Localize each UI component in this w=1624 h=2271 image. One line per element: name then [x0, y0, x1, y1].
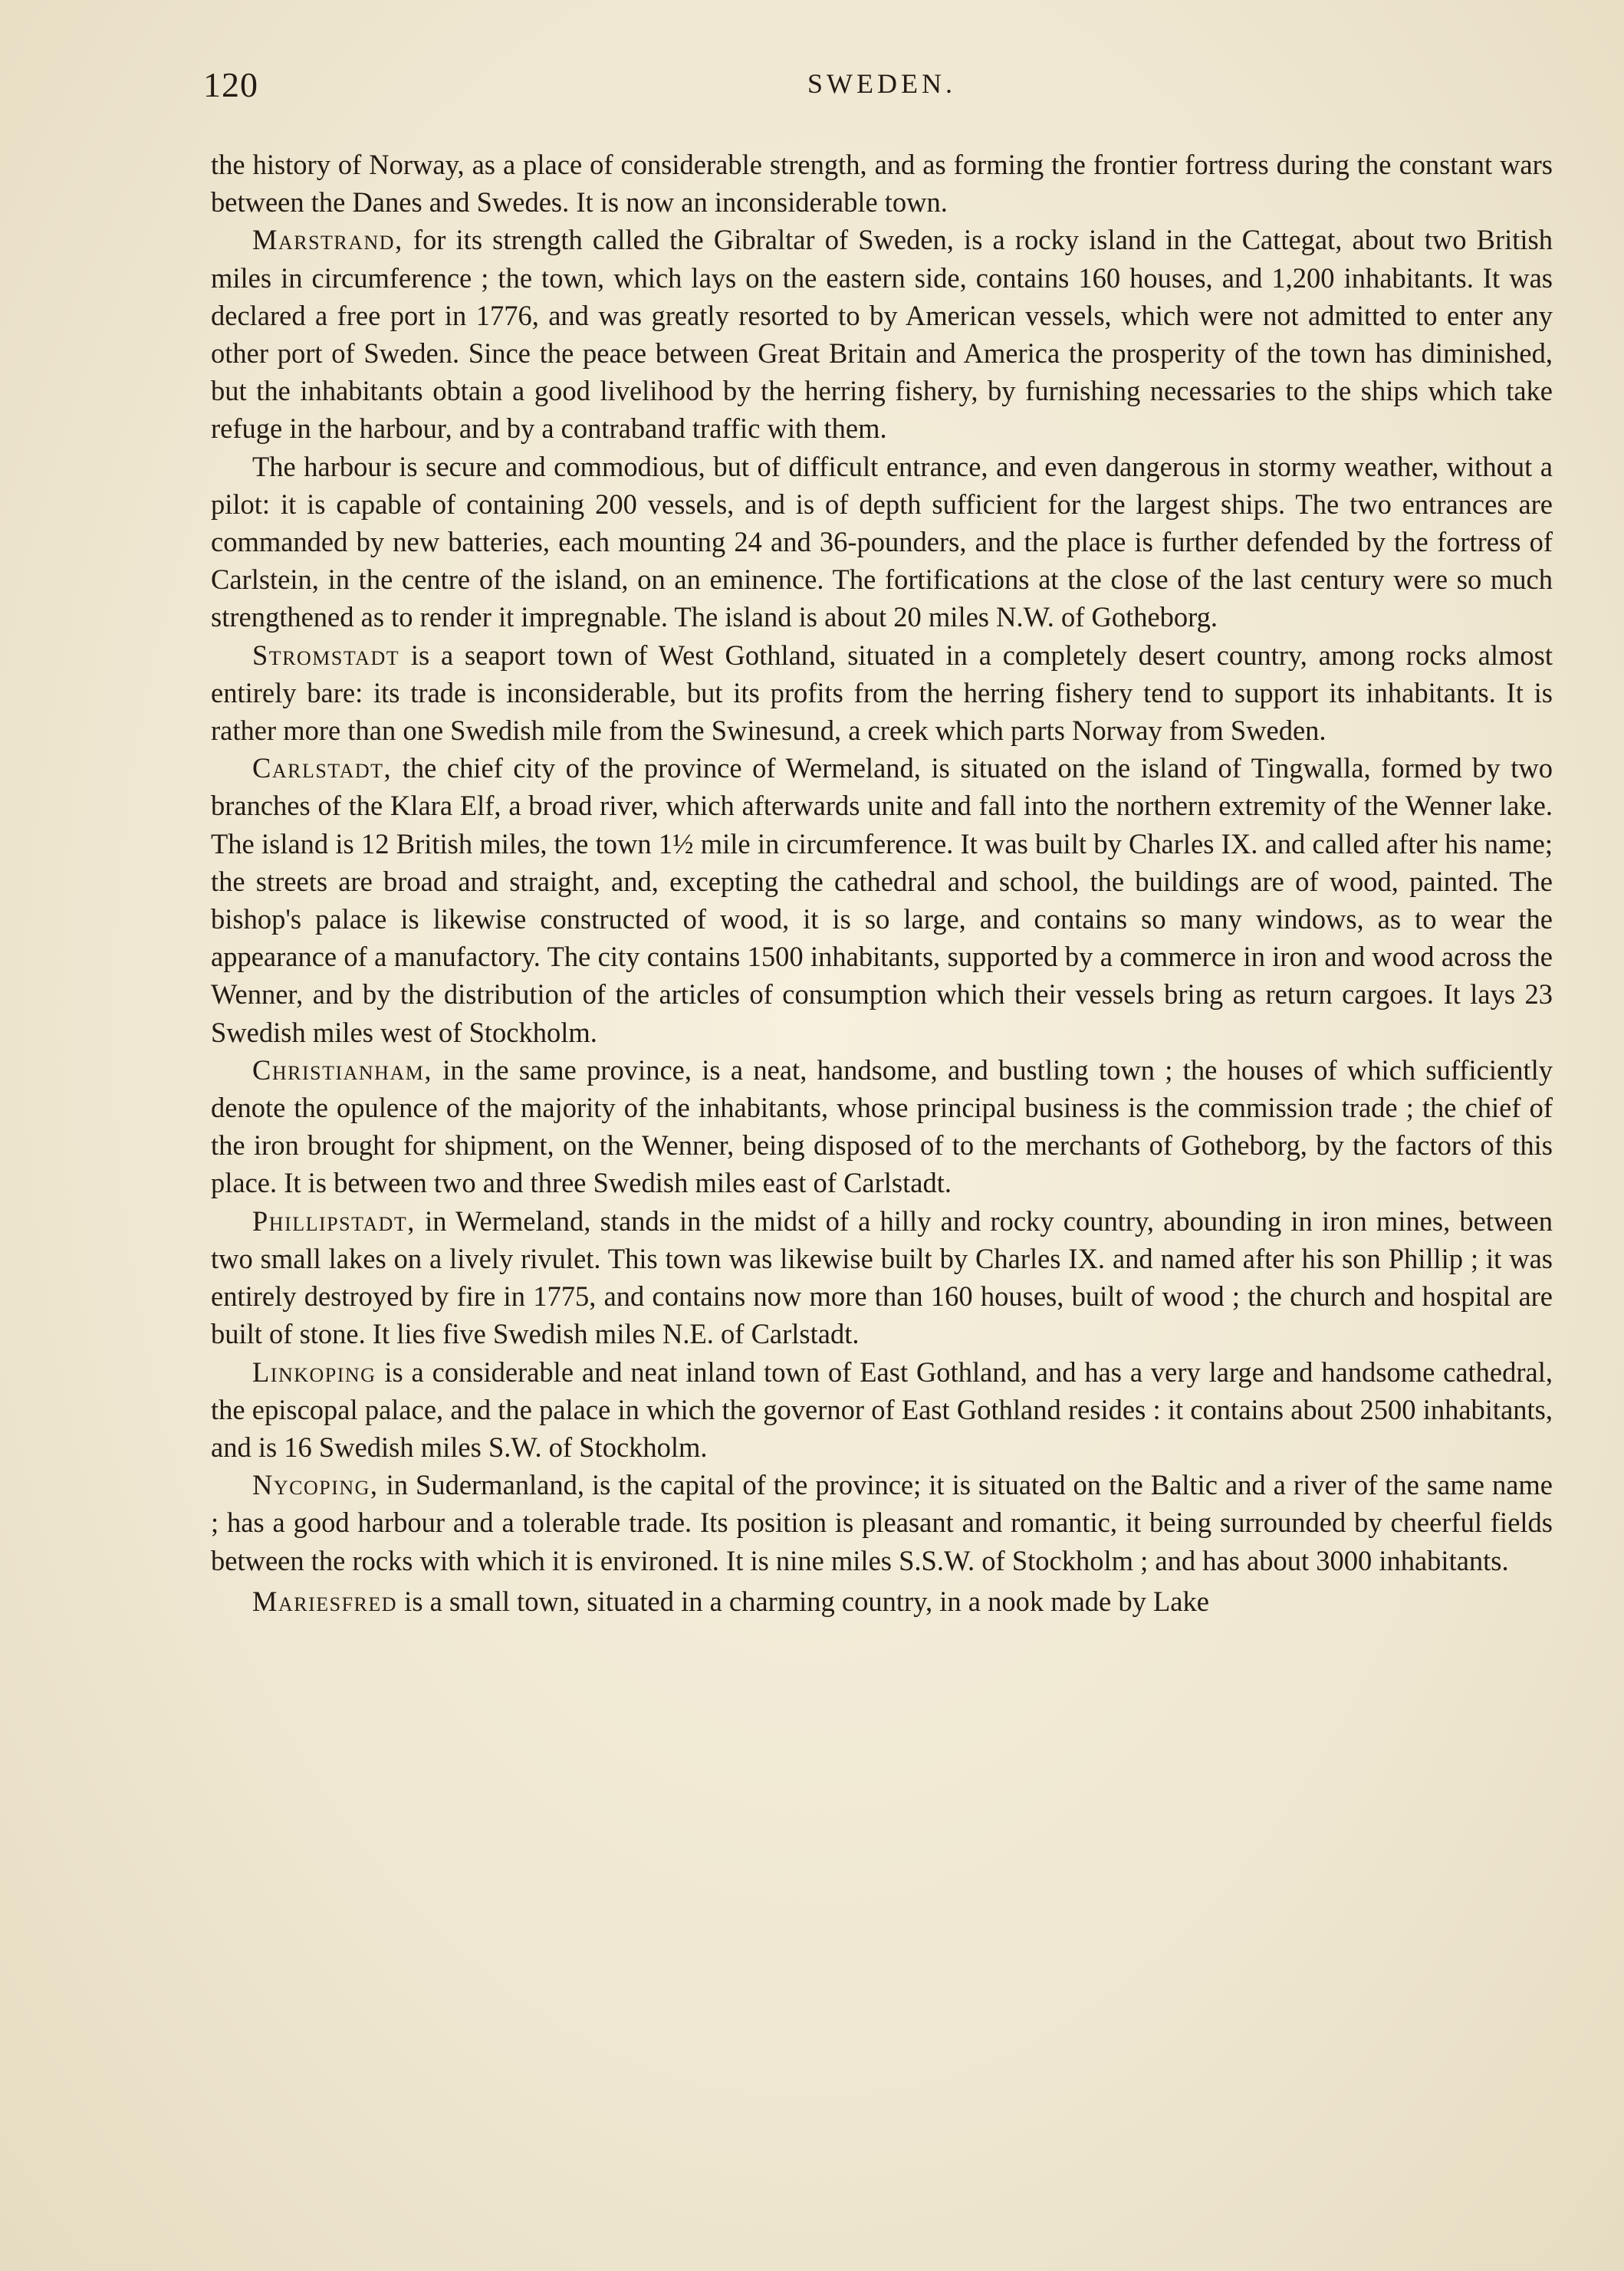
entry-heading-nycoping: Nycoping,	[252, 1469, 379, 1501]
paragraph-linkoping	[211, 1353, 1553, 1467]
entry-heading-linkoping: Linkoping	[252, 1356, 376, 1388]
paragraph-phillipstadt	[211, 1202, 1553, 1353]
running-head	[203, 64, 1560, 110]
entry-heading-stromstadt: Stromstadt	[252, 639, 400, 671]
paragraph-text: is a small town, situated in a charming country, in a nook made by Lake	[397, 1585, 1209, 1617]
paragraph-text: in Sudermanland, is the capital of the province; it is situated on the Baltic and a river of the same name ; has a good harbour and a tolerable trade. Its position is pleasant and romantic, it being surrounded by cheerful fields between the rocks with which it is environed. It is nine miles S.S.W. of Stockholm ; and has about 3000 inhabitants.	[211, 1469, 1553, 1576]
body-text	[211, 146, 1553, 1620]
paragraph-marstrand	[211, 221, 1553, 447]
paragraph-carlstadt	[211, 749, 1553, 1051]
paragraph-text: is a considerable and neat inland town of East Gothland, and has a very large and handsome cathedral, the episcopal palace, and the palace in which the governor of East Gothland resides : it contains about 2500 inhabitants, and is 16 Swedish miles S.W. of Stockholm.	[211, 1356, 1553, 1463]
entry-heading-phillipstadt: Phillipstadt,	[252, 1205, 416, 1237]
paragraph-mariesfred	[211, 1582, 1553, 1620]
entry-heading-mariesfred: Mariesfred	[252, 1585, 398, 1617]
paragraph-text: in Wermeland, stands in the midst of a hilly and rocky country, abounding in iron mines, between two small lakes on a lively rivulet. This town was likewise built by Charles IX. and named after his son Phillip ; it was entirely destroyed by fire in 1775, and contains now more than 160 houses, built of wood ; the church and hospital are built of stone. It lies five Swedish miles N.E. of Carlstadt.	[211, 1205, 1553, 1350]
running-title: SWEDEN.	[807, 68, 956, 99]
paragraph-text: in the same province, is a neat, handsome, and bustling town ; the houses of which sufficiently denote the opulence of the majority of the inhabitants, whose principal business is the commission trade ; the chief of the iron brought for shipment, on the Wenner, being disposed of to the merchants of Gotheborg, by the factors of this place. It is between two and three Swedish miles east of Carlstadt.	[211, 1053, 1553, 1199]
paragraph-text: is a seaport town of West Gothland, situated in a completely desert country, among rocks almost entirely bare: its trade is inconsiderable, but its profits from the herring fishery tend to support its inhabitants. It is rather more than one Swedish mile from the Swinesund, a creek which parts Norway from Sweden.	[211, 639, 1553, 747]
page-number: 120	[203, 65, 258, 104]
paragraph-nycoping	[211, 1466, 1553, 1579]
entry-heading-carlstadt: Carlstadt,	[252, 752, 393, 784]
paragraph-text: The harbour is secure and commodious, but of difficult entrance, and even dangerous in stormy weather, without a pilot: it is capable of containing 200 vessels, and is of depth sufficient for the largest ships. The two entrances are commanded by new batteries, each mounting 24 and 36-pounders, and the place is further defended by the fortress of Carlstein, in the centre of the island, on an eminence. The fortifications at the close of the last century were so much strengthened as to render it impregnable. The island is about 20 miles N.W. of Gotheborg.	[211, 450, 1553, 633]
entry-heading-marstrand: Marstrand,	[252, 224, 403, 256]
paragraph-christianham	[211, 1051, 1553, 1202]
paragraph-stromstadt	[211, 636, 1553, 750]
entry-heading-christianham: Christianham,	[252, 1053, 432, 1086]
paragraph-norway-fortress	[211, 146, 1553, 221]
paragraph-text: for its strength called the Gibraltar of Sweden, is a rocky island in the Cattegat, about two British miles in circumference ; the town, which lays on the eastern side, contains 160 houses, and 1,200 inhabitants. It was declared a free port in 1776, and was greatly resorted to by American vessels, which were not admitted to enter any other port of Sweden. Since the peace between Great Britain and America the prosperity of the town has diminished, but the inhabitants obtain a good livelihood by the herring fishery, by furnishing necessaries to the ships which take refuge in the harbour, and by a contraband traffic with them.	[211, 224, 1553, 445]
paragraph-text: the history of Norway, as a place of considerable strength, and as forming the frontier fortress during the constant wars between the Danes and Swedes. It is now an inconsiderable town.	[211, 149, 1553, 219]
paragraph-harbour	[211, 448, 1553, 636]
paragraph-text: the chief city of the province of Wermeland, is situated on the island of Tingwalla, formed by two branches of the Klara Elf, a broad river, which afterwards unite and fall into the northern extremity of the Wenner lake. The island is 12 British miles, the town 1½ mile in circumference. It was built by Charles IX. and called after his name; the streets are broad and straight, and, excepting the cathedral and school, the buildings are of wood, painted. The bishop's palace is likewise constructed of wood, it is so large, and contains so many windows, as to wear the appearance of a manufactory. The city contains 1500 inhabitants, supported by a commerce in iron and wood across the Wenner, and by the distribution of the articles of consumption which their vessels bring as return cargoes. It lays 23 Swedish miles west of Stockholm.	[211, 752, 1553, 1048]
